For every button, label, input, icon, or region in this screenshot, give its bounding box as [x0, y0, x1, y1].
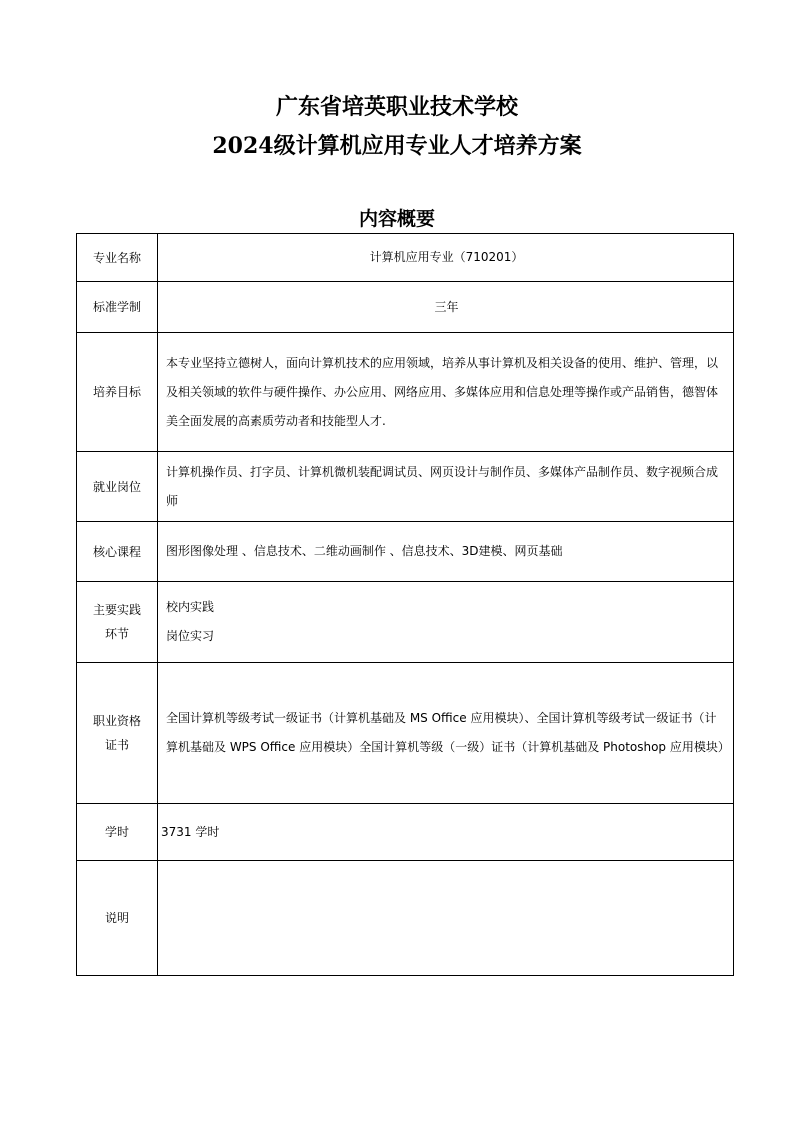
- row-label: [77, 663, 158, 804]
- row-value: 三年: [158, 282, 734, 333]
- table-row: [77, 333, 734, 452]
- row-label: 核心课程: [77, 522, 158, 582]
- row-label: 标准学制: [77, 282, 158, 333]
- row-label: [77, 582, 158, 663]
- table-row: [77, 804, 734, 861]
- table-row: [77, 663, 734, 804]
- table-row: [77, 522, 734, 582]
- row-label-line: 环节: [104, 627, 129, 641]
- row-label-line: 证书: [104, 738, 129, 752]
- row-label: 就业岗位: [77, 452, 158, 522]
- school-title: 广东省培英职业技术学校: [275, 94, 518, 120]
- table-row: [77, 582, 734, 663]
- row-value: [158, 582, 734, 663]
- row-label: 说明: [77, 861, 158, 976]
- row-value: 图形图像处理 、信息技术、二维动画制作 、信息技术、3D建模、网页基础: [158, 522, 734, 582]
- table-row: [77, 234, 734, 282]
- plan-title: 2024级计算机应用专业人才培养方案: [212, 133, 582, 159]
- row-value: 计算机应用专业（710201）: [158, 234, 734, 282]
- row-label-line: 主要实践: [92, 603, 141, 617]
- row-value-line: 岗位实习: [166, 629, 215, 643]
- row-label: 学时: [77, 804, 158, 861]
- row-label: 专业名称: [77, 234, 158, 282]
- table-row: [77, 861, 734, 976]
- table-row: [77, 282, 734, 333]
- row-label-line: 职业资格: [92, 714, 141, 728]
- row-value: 3731 学时: [158, 804, 734, 861]
- row-label: 培养目标: [77, 333, 158, 452]
- row-value: 计算机操作员、打字员、计算机微机装配调试员、网页设计与制作员、多媒体产品制作员、数字视频合成师: [158, 452, 734, 522]
- row-value-line: 校内实践: [166, 600, 215, 614]
- row-value: 全国计算机等级考试一级证书（计算机基础及 MS Office 应用模块）、全国计算机等级考试一级证书（计算机基础及 WPS Office 应用模块）全国计算机等级（一级）证书（计算机基础及 Photoshop 应用模块）: [158, 663, 734, 804]
- row-value: 本专业坚持立德树人，面向计算机技术的应用领域，培养从事计算机及相关设备的使用、维护、管理，以及相关领域的软件与硬件操作、办公应用、网络应用、多媒体应用和信息处理等操作或产品销售，德智体美全面发展的高素质劳动者和技能型人才.: [158, 333, 734, 452]
- overview-table: [76, 233, 734, 976]
- section-title: 内容概要: [358, 208, 435, 230]
- row-value: [158, 861, 734, 976]
- table-row: [77, 452, 734, 522]
